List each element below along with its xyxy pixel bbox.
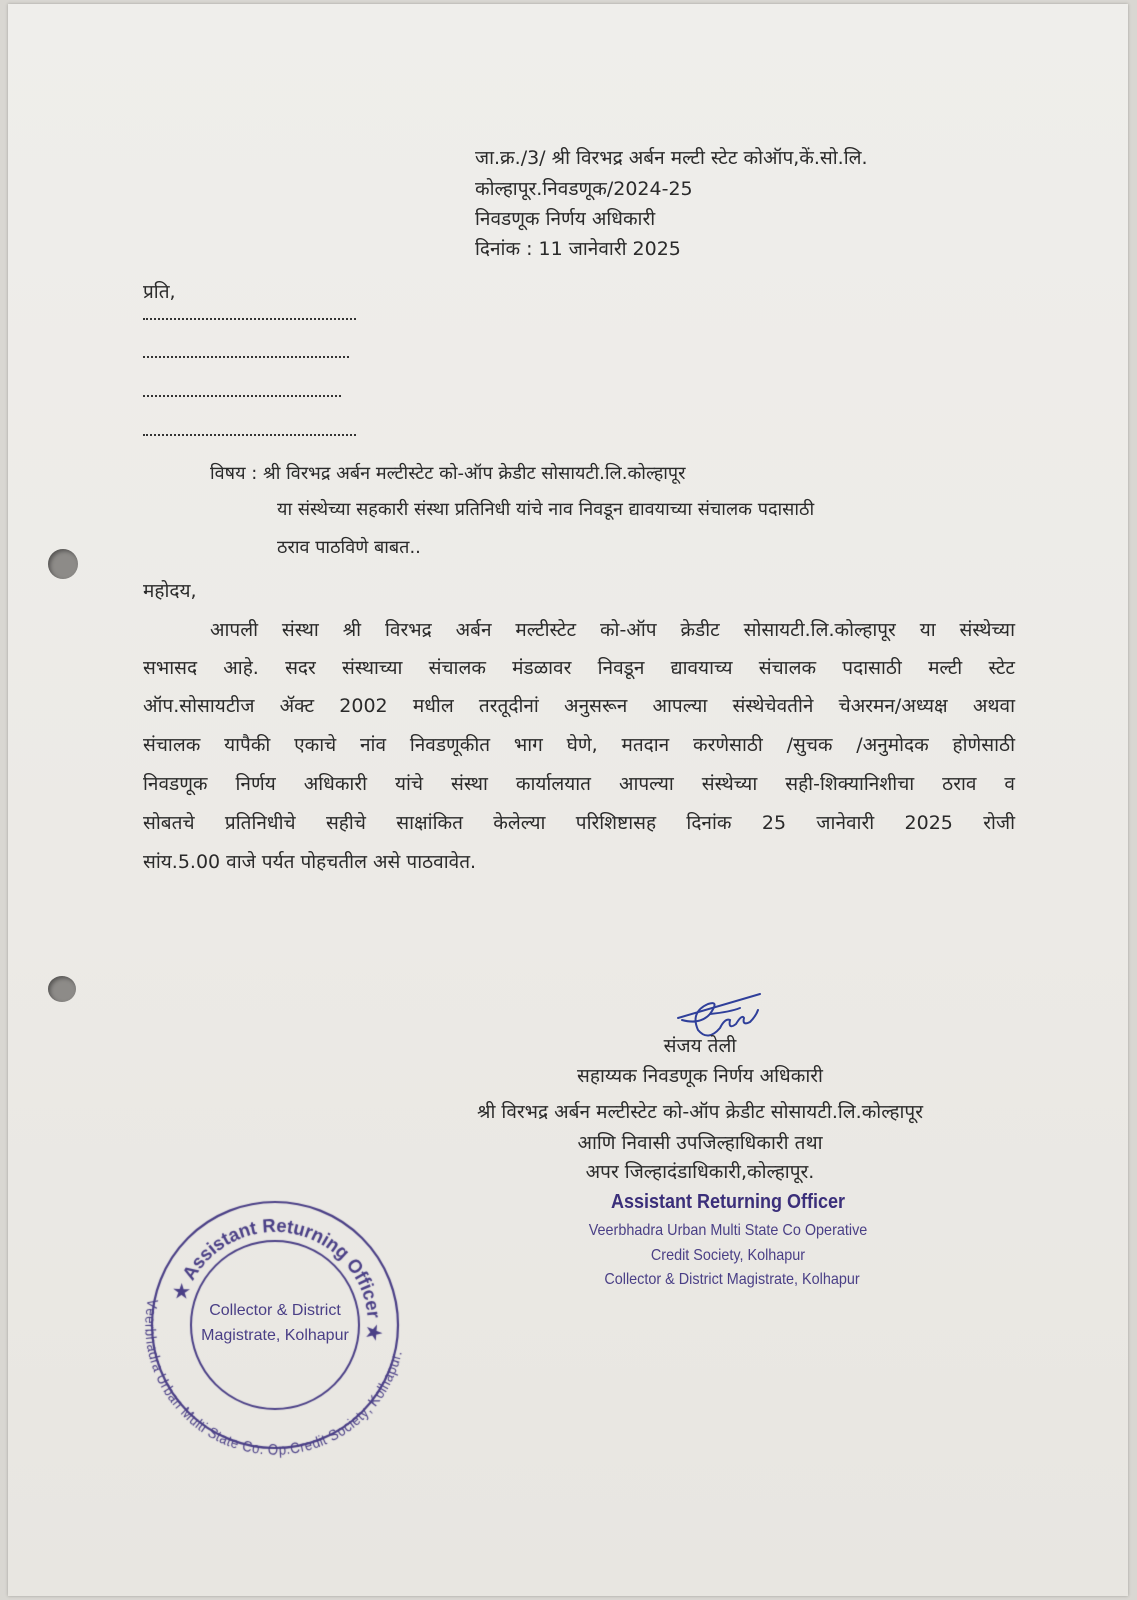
subject-line: विषय : श्री विरभद्र अर्बन मल्टीस्टेट को-ऑप क्रेडीट सोसायटी.लि.कोल्हापूर bbox=[210, 463, 686, 484]
body-line: आपली संस्था श्री विरभद्र अर्बन मल्टीस्टेट को-ऑप क्रेडीट सोसायटी.लि.कोल्हापूर या संस्थेच्या bbox=[210, 619, 1015, 641]
address-line bbox=[143, 318, 356, 320]
body-line: संचालक यापैकी एकाचे नांव निवडणूकीत भाग घेणे, मतदान करणेसाठी /सुचक /अनुमोदक होणेसाठी bbox=[143, 734, 1015, 756]
body-line: सांय.5.00 वाजे पर्यत पोहचतील असे पाठवावेत. bbox=[143, 851, 477, 873]
body-line: सभासद आहे. सदर संस्थाच्या संचालक मंडळावर निवडून द्यावयाच्य संचालक पदासाठी मल्टी स्टेट bbox=[143, 657, 1015, 679]
seal-inner-line: Magistrate, Kolhapur bbox=[201, 1327, 349, 1344]
reference-number-cont: कोल्हापूर.निवडणूक/2024-25 bbox=[475, 178, 693, 200]
punch-hole bbox=[48, 976, 76, 1002]
rubber-stamp-line: Credit Society, Kolhapur bbox=[650, 1247, 806, 1264]
subject-line: या संस्थेच्या सहकारी संस्था प्रतिनिधी यांचे नाव निवडून द्यावयाच्या संचालक पदासाठी bbox=[277, 499, 815, 520]
address-line bbox=[143, 395, 341, 397]
rubber-stamp-line: Collector & District Magistrate, Kolhapur bbox=[604, 1271, 860, 1288]
signatory-designation: सहाय्यक निवडणूक निर्णय अधिकारी bbox=[577, 1065, 823, 1087]
signatory-organization: श्री विरभद्र अर्बन मल्टीस्टेट को-ऑप क्रेडीट सोसायटी.लि.कोल्हापूर bbox=[477, 1101, 923, 1123]
signatory-designation-3: अपर जिल्हादंडाधिकारी,कोल्हापूर. bbox=[585, 1161, 815, 1183]
address-line bbox=[143, 434, 356, 436]
reference-number: जा.क्र./3/ श्री विरभद्र अर्बन मल्टी स्टेट कोऑप,कें.सो.लि. bbox=[475, 147, 868, 169]
rubber-stamp-line: Veerbhadra Urban Multi State Co Operative bbox=[588, 1222, 868, 1239]
body-line: निवडणूक निर्णय अधिकारी यांचे संस्था कार्यालयात आपल्या संस्थेच्या सही-शिक्यानिशीचा ठराव व bbox=[143, 773, 1015, 795]
issuing-authority: निवडणूक निर्णय अधिकारी bbox=[475, 208, 656, 230]
signatory-designation-2: आणि निवासी उपजिल्हाधिकारी तथा bbox=[577, 1132, 823, 1154]
address-line bbox=[143, 356, 349, 358]
seal-ring-lettering bbox=[140, 1190, 410, 1460]
recipient-label: प्रति, bbox=[143, 281, 176, 303]
punch-hole bbox=[48, 549, 78, 579]
round-official-seal bbox=[140, 1190, 410, 1460]
signatory-name: संजय तेली bbox=[663, 1035, 737, 1057]
subject-line: ठराव पाठविणे बाबत.. bbox=[277, 537, 421, 558]
seal-inner-line: Collector & District bbox=[209, 1302, 341, 1319]
salutation: महोदय, bbox=[143, 580, 197, 602]
letter-date: दिनांक : 11 जानेवारी 2025 bbox=[475, 238, 681, 260]
body-line: सोबतचे प्रतिनिधीचे सहीचे साक्षांकित केलेल्या परिशिष्टासह दिनांक 25 जानेवारी 2025 रोजी bbox=[143, 812, 1015, 834]
rubber-stamp-title: Assistant Returning Officer bbox=[610, 1191, 846, 1213]
body-line: ऑप.सोसायटीज ॲक्ट 2002 मधील तरतूदीनां अनुसरून आपल्या संस्थेचेवतीने चेअरमन/अध्यक्ष अथवा bbox=[143, 695, 1015, 717]
